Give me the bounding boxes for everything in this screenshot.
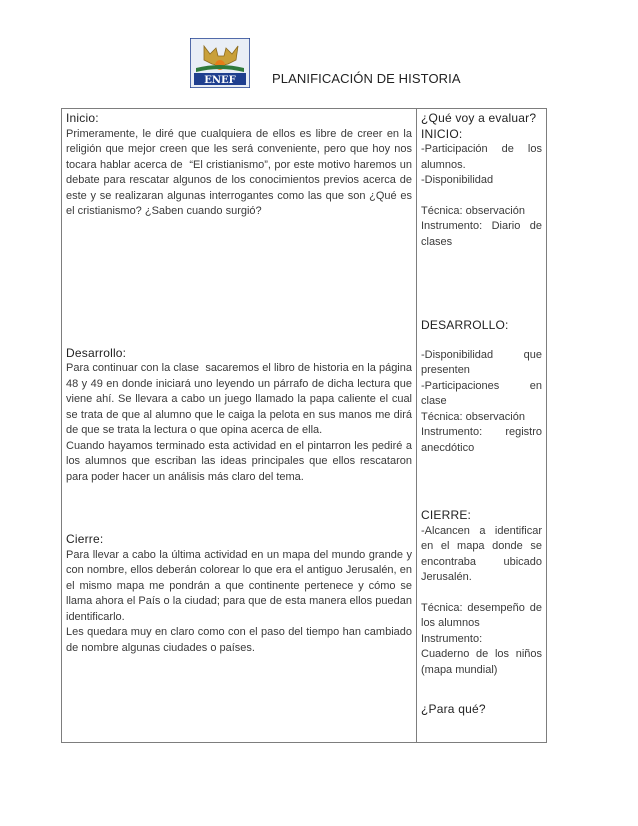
enef-logo	[190, 38, 250, 88]
desarrollo-heading: Desarrollo:	[66, 345, 127, 360]
desarrollo-text-2: Cuando hayamos terminado esta actividad en el pintarron les pediré a los alumnos que escriban las ideas principales que ellos rescataron para poder hacer un análisis más claro del tema.	[66, 439, 412, 483]
eval-cierre-instrumento-detalle: Cuaderno de los niños (mapa mundial)	[421, 648, 542, 676]
cierre-text-2: Les quedara muy en claro como con el paso del tiempo han cambiado de nombre algunas ciudades o países.	[66, 626, 412, 654]
eval-desarrollo-instrumento: Instrumento: registro anecdótico	[421, 426, 542, 454]
eval-cierre-item-1: -Alcancen a identificar en el mapa donde se encontraba ubicado Jerusalén.	[421, 524, 542, 583]
page-title: PLANIFICACIÓN DE HISTORIA	[272, 71, 461, 86]
evaluation-question: ¿Qué voy a evaluar?	[421, 111, 537, 125]
cierre-text-1: Para llevar a cabo la última actividad en un mapa del mundo grande y con nombre, ellos deberán colorear lo que era el antiguo Jerusalén, en el mismo mapa me pondrán a que continente pertenece y cómo se llama ahora el País o la ciudad; para que de esta manera ellos puedan identificarlo.	[66, 548, 412, 623]
desarrollo-text-1: Para continuar con la clase sacaremos el libro de historia en la página 48 y 49 en donde iniciará uno leyendo un párrafo de dicha lectura que viene ahí. Se llevara a cabo un juego llamado la papa caliente el cual se trata de que al alumno que le caiga la pelota en sus manos me dirá de que se trata la lectura o que opina acerca de ella.	[66, 362, 412, 436]
eval-cierre-heading: CIERRE:	[421, 508, 472, 522]
eval-desarrollo-heading: DESARROLLO:	[421, 318, 509, 332]
eval-inicio-tecnica: Técnica: observación	[421, 204, 525, 217]
para-que-heading: ¿Para qué?	[421, 702, 486, 716]
eval-inicio-item-2: -Disponibilidad	[421, 174, 494, 186]
eval-cierre-instrumento: Instrumento:	[421, 632, 483, 645]
inicio-text: Primeramente, le diré que cualquiera de ellos es libre de creer en la religión que mejor creen que les será conveniente, pero que hoy nos tocara hablar acerca de “El cristianismo”, por este motivo haremos un debate para rescatar algunos de los conocimientos previos acerca de este y se realizaran algunas interrogantes como las que son ¿Qué es el cristianismo? ¿Saben cuando surgió?	[66, 127, 412, 217]
eval-desarrollo-item-2: -Participaciones en clase	[421, 379, 542, 407]
eval-desarrollo-tecnica: Técnica: observación	[421, 410, 525, 423]
cierre-heading: Cierre:	[66, 532, 104, 546]
eval-inicio-heading: INICIO:	[421, 126, 463, 141]
logo-text: ENEF	[204, 75, 236, 86]
evaluation-column	[417, 109, 547, 743]
eval-inicio-item-1: -Participación de los alumnos.	[421, 143, 542, 171]
eval-desarrollo-item-1: -Disponibilidad que presenten	[421, 348, 542, 376]
planning-table	[61, 108, 547, 743]
eval-cierre-tecnica: Técnica: desempeño de los alumnos	[421, 601, 542, 629]
activities-column	[62, 109, 417, 743]
inicio-heading: Inicio:	[66, 111, 99, 125]
eval-inicio-instrumento: Instrumento: Diario de clases	[421, 220, 542, 248]
